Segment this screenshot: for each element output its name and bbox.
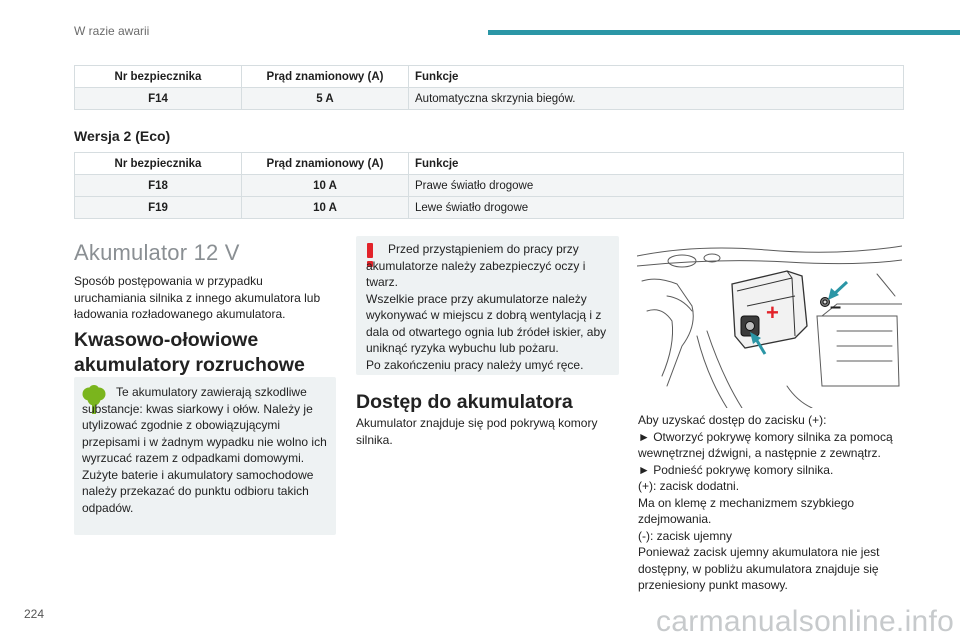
fuse-table-1 — [74, 65, 904, 110]
access-heading: Dostęp do akumulatora — [356, 391, 573, 413]
table-row — [75, 197, 904, 219]
version-2-heading: Wersja 2 (Eco) — [74, 128, 171, 144]
table-row — [75, 175, 904, 197]
fuse-function: Prawe światło drogowe — [409, 175, 904, 197]
battery-title: Akumulator 12 V — [74, 240, 240, 265]
col-header-fuse: Nr bezpiecznika — [75, 153, 242, 175]
col-header-fuse: Nr bezpiecznika — [75, 66, 242, 88]
fuse-number: F19 — [75, 197, 242, 219]
fuse-current: 5 A — [242, 88, 409, 110]
fuse-current: 10 A — [242, 197, 409, 219]
battery-intro: Sposób postępowania w przypadku uruchamiania silnika z innego akumulatora lub ładowania rozładowanego akumulatora. — [74, 274, 321, 321]
positive-terminal-label: + — [766, 300, 779, 325]
battery-subheading: Kwasowo-ołowiowe akumulatory rozruchowe — [74, 329, 305, 376]
col-header-functions: Funkcje — [409, 153, 904, 175]
fuse-number: F18 — [75, 175, 242, 197]
watermark: carmanualsonline.info — [656, 605, 955, 638]
page-number: 224 — [24, 607, 45, 621]
col-header-functions: Funkcje — [409, 66, 904, 88]
eco-note-text: Te akumulatory zawierają szkodliwe substancje: kwas siarkowy i ołów. Należy je utylizować zgodnie z obowiązującymi przepisami i w żadnym wypadku nie wolno ich wyrzucać razem z odpadkami domowymi. Zużyte baterie i akumulatory samochodowe należy przekazać do punktu odbioru takich odpadów. — [82, 385, 327, 515]
fuse-current: 10 A — [242, 175, 409, 197]
col-header-current: Prąd znamionowy (A) — [242, 153, 409, 175]
eco-note-box — [74, 377, 336, 535]
battery-location-diagram — [637, 236, 902, 408]
terminal-instructions: Aby uzyskać dostęp do zacisku (+): ► Otworzyć pokrywę komory silnika za pomocą wewnętrznej dźwigni, a następnie z zewnątrz. ► Podnieść pokrywę komory silnika. (+): zacisk dodatni. Ma on klemę z mechanizmem szybkiego zdejmowania. (-): zacisk ujemny Ponieważ zacisk ujemny akumulatora nie jest dostępny, w pobliżu akumulatora znajduje się przeniesiony punkt masowy. — [638, 413, 893, 592]
header-section-title: W razie awarii — [74, 24, 150, 38]
access-text: Akumulator znajduje się pod pokrywą komory silnika. — [356, 416, 598, 447]
negative-terminal-label: – — [830, 296, 842, 318]
col-header-current: Prąd znamionowy (A) — [242, 66, 409, 88]
fuse-number: F14 — [75, 88, 242, 110]
table-row — [75, 88, 904, 110]
warning-note-text: Przed przystąpieniem do pracy przy akumulatorze należy zabezpieczyć oczy i twarz. Wszelkie prace przy akumulatorze należy wykonywać w miejscu z dobrą wentylacją i z dala od otwartego ognia lub źródeł iskier, aby uniknąć ryzyka wybuchu lub pożaru. Po zakończeniu pracy należy umyć ręce. — [366, 242, 607, 372]
fuse-function: Lewe światło drogowe — [409, 197, 904, 219]
header-accent-bar — [488, 30, 960, 35]
fuse-table-2 — [74, 152, 904, 219]
fuse-function: Automatyczna skrzynia biegów. — [409, 88, 904, 110]
warning-note-box — [356, 236, 619, 375]
